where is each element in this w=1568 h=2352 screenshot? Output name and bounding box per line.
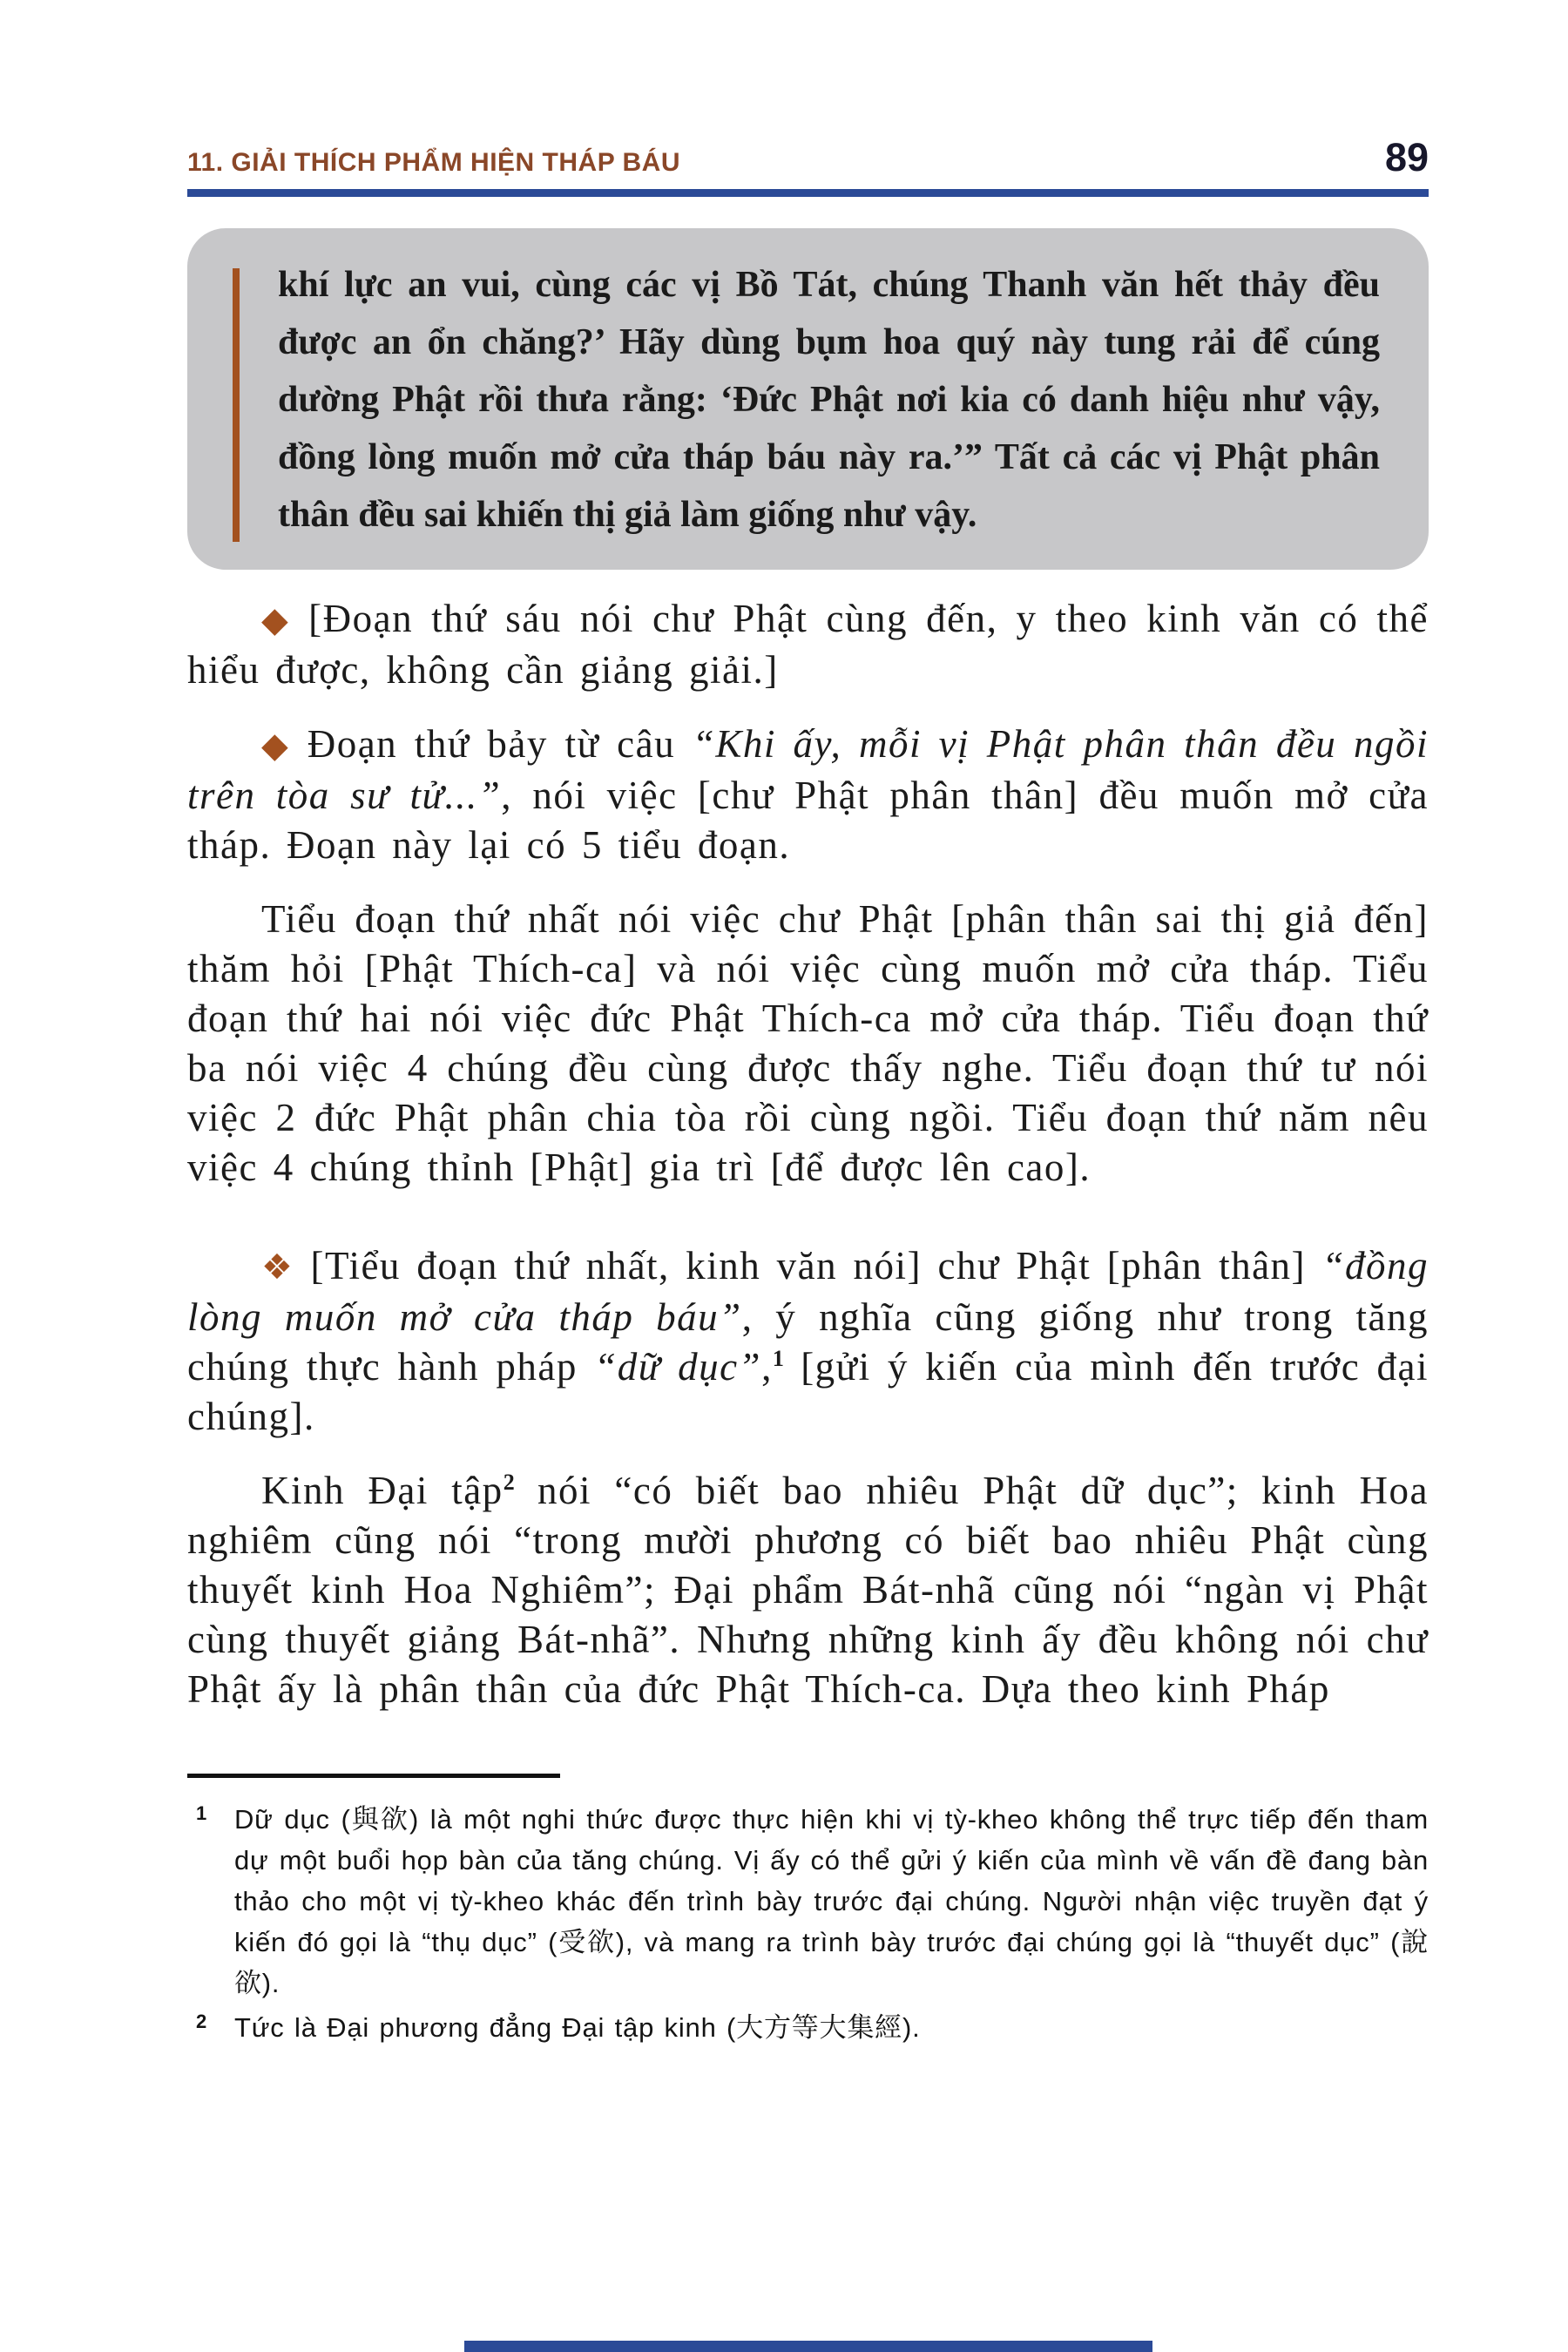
footnote-1 <box>187 1799 1429 2004</box>
paragraph-text: [Tiểu đoạn thứ nhất, kinh văn nói] chư Phật [phân thân] <box>310 1244 1322 1288</box>
footnote-number: 1 <box>196 1802 208 1824</box>
diamond-bullet-icon: ◆ <box>261 600 292 640</box>
sutra-quote-block <box>187 228 1429 570</box>
commentary-body <box>187 594 1429 1714</box>
chapter-title: 11. GIẢI THÍCH PHẨM HIỆN THÁP BÁU <box>187 148 681 177</box>
paragraph-five-subsections <box>187 895 1429 1193</box>
paragraph-text: , <box>761 1345 773 1389</box>
paragraph-text: nói “có biết bao nhiêu Phật dữ dục”; kinh Hoa nghiêm cũng nói “trong mười phương có biết bao nhiêu Phật cùng thuyết kinh Hoa Nghiêm”; Đại phẩm Bát-nhã cũng nói “ngàn vị Phật cùng thuyết giảng Bát-nhã”. Nhưng những kinh ấy đều không nói chư Phật ấy là phân thân của đức Phật Thích-ca. Dựa theo kinh Pháp <box>187 1469 1429 1711</box>
footnote-text: Tức là Đại phương đẳng Đại tập kinh (大方等大集經). <box>234 2012 921 2043</box>
footer-accent-bar <box>464 2341 1152 2352</box>
sutra-citation-italic: “Khi ấy, mỗi vị Phật phân thân đều ngồi trên tòa sư tử...” <box>187 722 1429 817</box>
header-row <box>187 135 1429 180</box>
paragraph-section-six <box>187 594 1429 695</box>
diamond-bullet-icon: ◆ <box>261 726 290 766</box>
paragraph-text: [Đoạn thứ sáu nói chư Phật cùng đến, y theo kinh văn có thể hiểu được, không cần giảng giải.] <box>187 597 1429 692</box>
sutra-quote-text: khí lực an vui, cùng các vị Bồ Tát, chúng Thanh văn hết thảy đều được an ổn chăng?’ Hãy dùng bụm hoa quý này tung rải để cúng dường Phật rồi thưa rằng: ‘Đức Phật nơi kia có danh hiệu như vậy, đồng lòng muốn mở cửa tháp báu này ra.’” Tất cả các vị Phật phân thân đều sai khiến thị giả làm giống như vậy. <box>278 265 1380 535</box>
sutra-citation-italic: “đồng lòng muốn mở cửa tháp báu” <box>187 1244 1429 1339</box>
paragraph-text: , ý nghĩa cũng giống như trong tăng chúng thực hành pháp <box>187 1295 1429 1389</box>
paragraph-text: [gửi ý kiến của mình đến trước đại chúng]. <box>187 1345 1429 1438</box>
paragraph-text: Đoạn thứ bảy từ câu <box>307 722 693 766</box>
paragraph-text: Tiểu đoạn thứ nhất nói việc chư Phật [phân thân sai thị giả đến] thăm hỏi [Phật Thích-ca] và nói việc cùng muốn mở cửa tháp. Tiểu đoạn thứ hai nói việc đức Phật Thích-ca mở cửa tháp. Tiểu đoạn thứ ba nói việc 4 chúng đều cùng được thấy nghe. Tiểu đoạn thứ tư nói việc 2 đức Phật phân chia tòa rồi cùng ngồi. Tiểu đoạn thứ năm nêu việc 4 chúng thỉnh [Phật] gia trì [để được lên cao]. <box>187 897 1429 1189</box>
paragraph-section-seven <box>187 720 1429 870</box>
page-number: 89 <box>1384 135 1429 179</box>
footnotes-section <box>187 1774 1429 2048</box>
paragraph-text: , nói việc [chư Phật phân thân] đều muốn mở cửa tháp. Đoạn này lại có 5 tiểu đoạn. <box>187 774 1429 867</box>
footnote-reference-2: 2 <box>503 1470 515 1495</box>
footnote-separator-rule <box>187 1774 560 1778</box>
four-diamond-bullet-icon: ❖ <box>261 1247 294 1288</box>
footnote-number: 2 <box>196 2011 208 2032</box>
footnote-2 <box>187 2007 1429 2048</box>
footnote-reference-1: 1 <box>772 1346 784 1371</box>
paragraph-subsection-one <box>187 1241 1429 1442</box>
page-header <box>187 135 1429 197</box>
paragraph-kinh-dai-tap <box>187 1466 1429 1714</box>
quote-left-bar <box>233 268 240 542</box>
header-rule <box>187 189 1429 197</box>
term-italic: “dữ dục” <box>594 1345 762 1389</box>
footnote-text: Dữ dục (與欲) là một nghi thức được thực hiện khi vị tỳ-kheo không thể trực tiếp đến tham dự một buổi họp bàn của tăng chúng. Vị ấy có thể gửi ý kiến của mình về vấn đề đang bàn thảo cho một vị tỳ-kheo khác đến trình bày trước đại chúng. Người nhận việc truyền đạt ý kiến đó gọi là “thụ dục” (受欲), và mang ra trình bày trước đại chúng gọi là “thuyết dục” (說欲). <box>234 1804 1429 1998</box>
paragraph-text: Kinh Đại tập <box>261 1469 504 1512</box>
